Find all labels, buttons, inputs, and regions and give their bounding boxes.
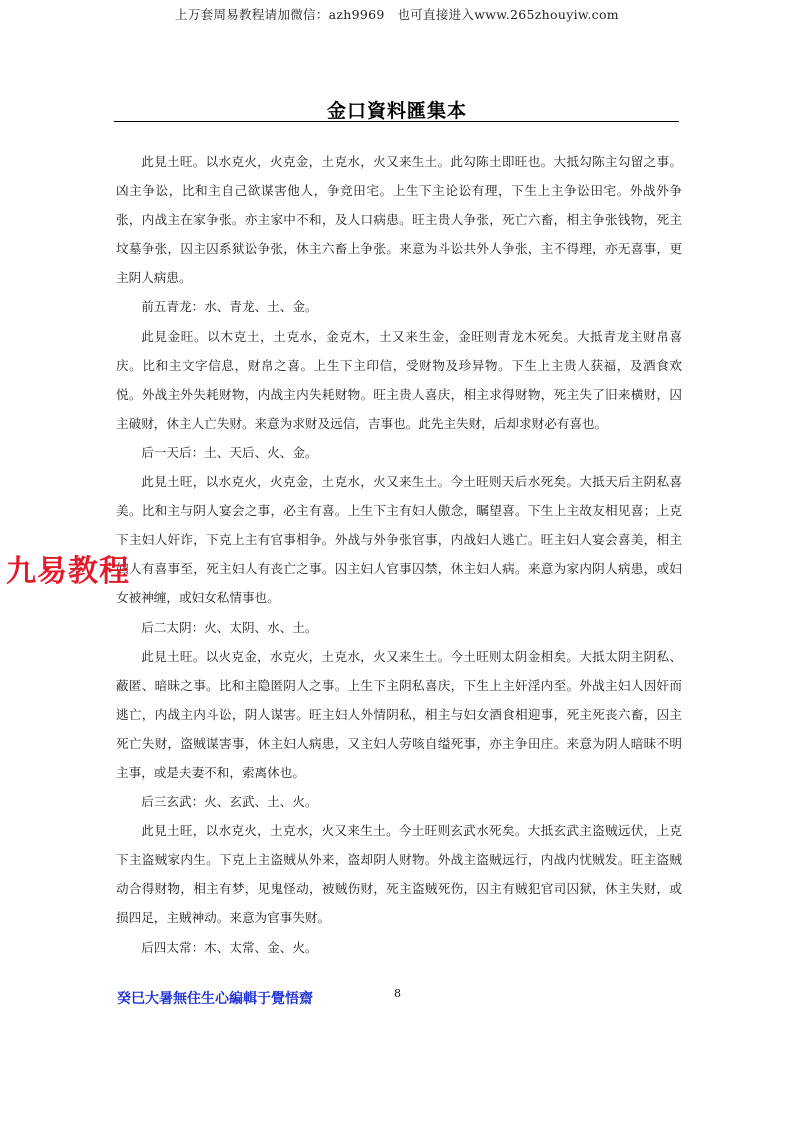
top-banner: 上万套周易教程请加微信：azh9969 也可直接进入www.265zhouyiw.com [175, 7, 619, 22]
paragraph-tianhou: 此見土旺，以水克火，火克金，土克水，火又来生土。今土旺则天后水死矣。大抵天后主阴私喜美。比和主与阴人宴会之事，必主有喜。上生下主有妇人傲念，瞩望喜。下生上主故友相见喜；上克下主妇人奸诈，下克上主有官事相争。外战与外争张官事，内战妇人逃亡。旺主妇人宴会喜美，相主妇人有喜事至，死主妇人有丧亡之事。囚主妇人官事囚禁，休主妇人病。来意为家内阴人病患，或妇女被神缠，或妇女私情事也。 [116, 474, 682, 606]
footer-editor-note: 癸巳大暑無住生心編輯于覺悟齋 [117, 991, 313, 1007]
heading-taiyin: 后二太阴：火、太阴、水、土。 [141, 619, 318, 635]
heading-taichang: 后四太常：木、太常、金、火。 [141, 939, 318, 955]
heading-xuanwu: 后三玄武：火、玄武、土、火。 [141, 794, 318, 810]
paragraph-taiyin: 此見土旺。以火克金，水克火，土克水，火又来生土。今土旺则太阴金相矣。大抵太阴主阴私、蔽匿、暗昧之事。比和主隐匿阴人之事。上生下主阴私喜庆，下生上主奸淫内至。外战主妇人因奸而逃亡，内战主内斗讼，阴人谋害。旺主妇人外情阴私，相主与妇女酒食相迎事，死主死丧六畜，囚主死亡失财，盗贼谋害事，休主妇人病患，又主妇人劳咳自缢死事，亦主争田庄。来意为阴人暗昧不明主事，或是夫妻不和，索离休也。 [116, 648, 682, 780]
page-number: 8 [394, 987, 401, 1000]
paragraph-gouchen: 此見土旺。以水克火，火克金，土克水，火又来生土。此勾陈土即旺也。大抵勾陈主勾留之事。凶主争讼，比和主自己欲谋害他人，争竞田宅。上生下主论讼有理，下生上主争讼田宅。外战外争张，内战主在家争张。亦主家中不和，及人口病患。旺主贵人争张，死亡六畜，相主争张钱物，死主坟墓争张，囚主囚系狱讼争张，休主六畜上争张。来意为斗讼共外人争张，主不得理，亦无喜事，更主阴人病患。 [116, 154, 682, 286]
title-divider [114, 121, 679, 122]
watermark-logo: 九易教程 [6, 554, 130, 589]
paragraph-xuanwu: 此見土旺，以水克火，土克水，火又来生土。今土旺则玄武水死矣。大抵玄武主盗贼远伏，上克下主盗贼家内生。下克上主盗贼从外来，盗却阴人财物。外战主盗贼远行，内战内忧贼发。旺主盗贼动合得财物，相主有梦，见鬼怪动，被贼伤财，死主盗贼死伤，囚主有贼犯官司囚狱，休主失财，或损四足，主贼神动。来意为官事失财。 [116, 823, 682, 926]
heading-tianhou: 后一天后：土、天后、火、金。 [141, 444, 318, 460]
heading-qinglong: 前五青龙：水、青龙、土、金。 [141, 299, 318, 315]
page-title: 金口資料匯集本 [326, 100, 467, 122]
body-text [116, 147, 682, 962]
paragraph-qinglong: 此見金旺。以木克土，土克水，金克木，土又来生金，金旺则青龙木死矣。大抵青龙主财帛喜庆。比和主文字信息，财帛之喜。上生下主印信，受财物及珍异物。下生上主贵人获福，及酒食欢悦。外战主外失耗财物，内战主内失耗财物。旺主贵人喜庆，相主求得财物，死主失了旧来横财，囚主破财，休主人亡失财。来意为求财及远信，吉事也。此先主失财，后却求财必有喜也。 [116, 328, 682, 431]
